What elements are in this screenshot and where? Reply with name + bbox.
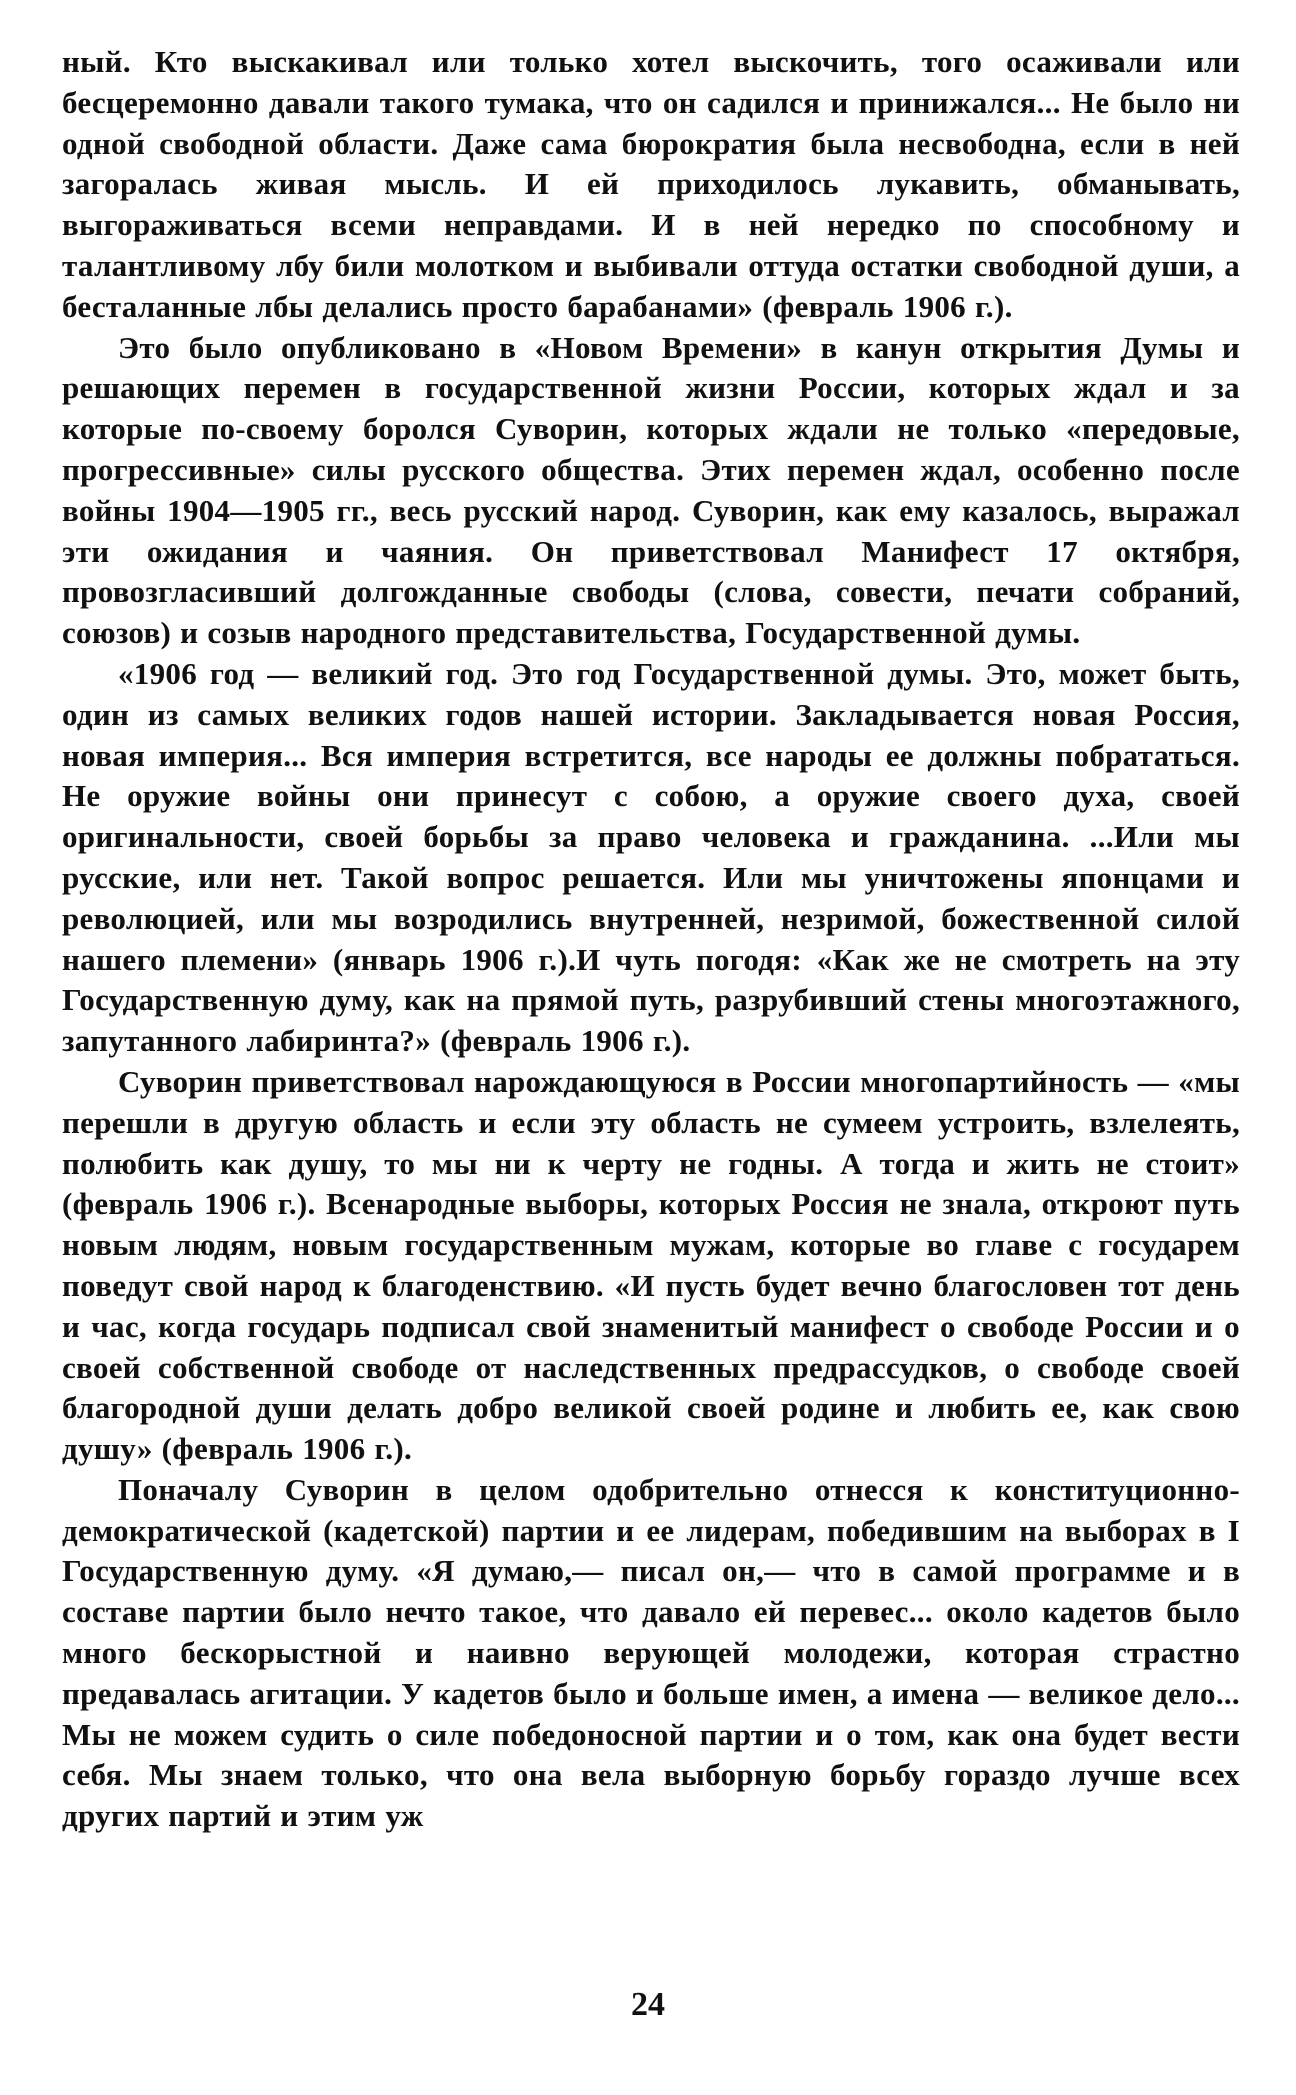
page-number: 24 [631,1986,665,2023]
page-body [62,42,1240,1837]
paragraph: Поначалу Суворин в целом одобрительно отнесся к конституционно-демократической (кадетской) партии и ее лидерам, победившим на выборах в I Государственную думу. «Я думаю,— писал он,— что в самой программе и в составе партии было нечто такое, что давало ей перевес... около кадетов было много бескорыстной и наивно верующей молодежи, которая страстно предавалась агитации. У кадетов было и больше имен, а имена — великое дело... Мы не можем судить о силе победоносной партии и о том, как она будет вести себя. Мы знаем только, что она вела выборную борьбу гораздо лучше всех других партий и этим уж [62,1471,1240,1834]
paragraph: Это было опубликовано в «Новом Времени» в канун открытия Думы и решающих перемен в государственной жизни России, которых ждал и за которые по-своему боролся Суворин, которых ждали не только «передовые, прогрессивные» силы русского общества. Этих перемен ждал, особенно после войны 1904—1905 гг., весь русский народ. Суворин, как ему казалось, выражал эти ожидания и чаяния. Он приветствовал Манифест 17 октября, провозгласивший долгожданные свободы (слова, совести, печати собраний, союзов) и созыв народного представительства, Государственной думы. [62,329,1240,651]
paragraph: Суворин приветствовал нарождающуюся в России многопартийность — «мы перешли в другую область и если эту область не сумеем устроить, взлелеять, полюбить как душу, то мы ни к черту не годны. А тогда и жить не стоит» (февраль 1906 г.). Всенародные выборы, которых Россия не знала, откроют путь новым людям, новым государственным мужам, которые во главе с государем поведут свой народ к благоденствию. «И пусть будет вечно благословен тот день и час, когда государь подписал свой знаменитый манифест о свободе России и о своей собственной свободе от наследственных предрассудков, о свободе своей благородной души делать добро великой своей родине и любить ее, как свою душу» (февраль 1906 г.). [62,1063,1240,1467]
paragraph-continuation: ный. Кто выскакивал или только хотел выскочить, того осаживали или бесцеремонно давали такого тумака, что он садился и принижался... Не было ни одной свободной области. Даже сама бюрократия была несвободна, если в ней загоралась живая мысль. И ей приходилось лукавить, обманывать, выгораживаться всеми неправдами. И в ней нередко по способному и талантливому лбу били молотком и выбивали оттуда остатки свободной души, а бесталанные лбы делались просто барабанами» (февраль 1906 г.). [62,44,1240,324]
paragraph: «1906 год — великий год. Это год Государственной думы. Это, может быть, один из самых великих годов нашей истории. Закладывается новая Россия, новая империя... Вся империя встретится, все народы ее должны побрататься. Не оружие войны они принесут с собою, а оружие своего духа, своей оригинальности, своей борьбы за право человека и гражданина. ...Или мы русские, или нет. Такой вопрос решается. Или мы уничтожены японцами и революцией, или мы возродились внутренней, незримой, божественной силой нашего племени» (январь 1906 г.).И чуть погодя: «Как же не смотреть на эту Государственную думу, как на прямой путь, разрубивший стены многоэтажного, запутанного лабиринта?» (февраль 1906 г.). [62,655,1240,1059]
